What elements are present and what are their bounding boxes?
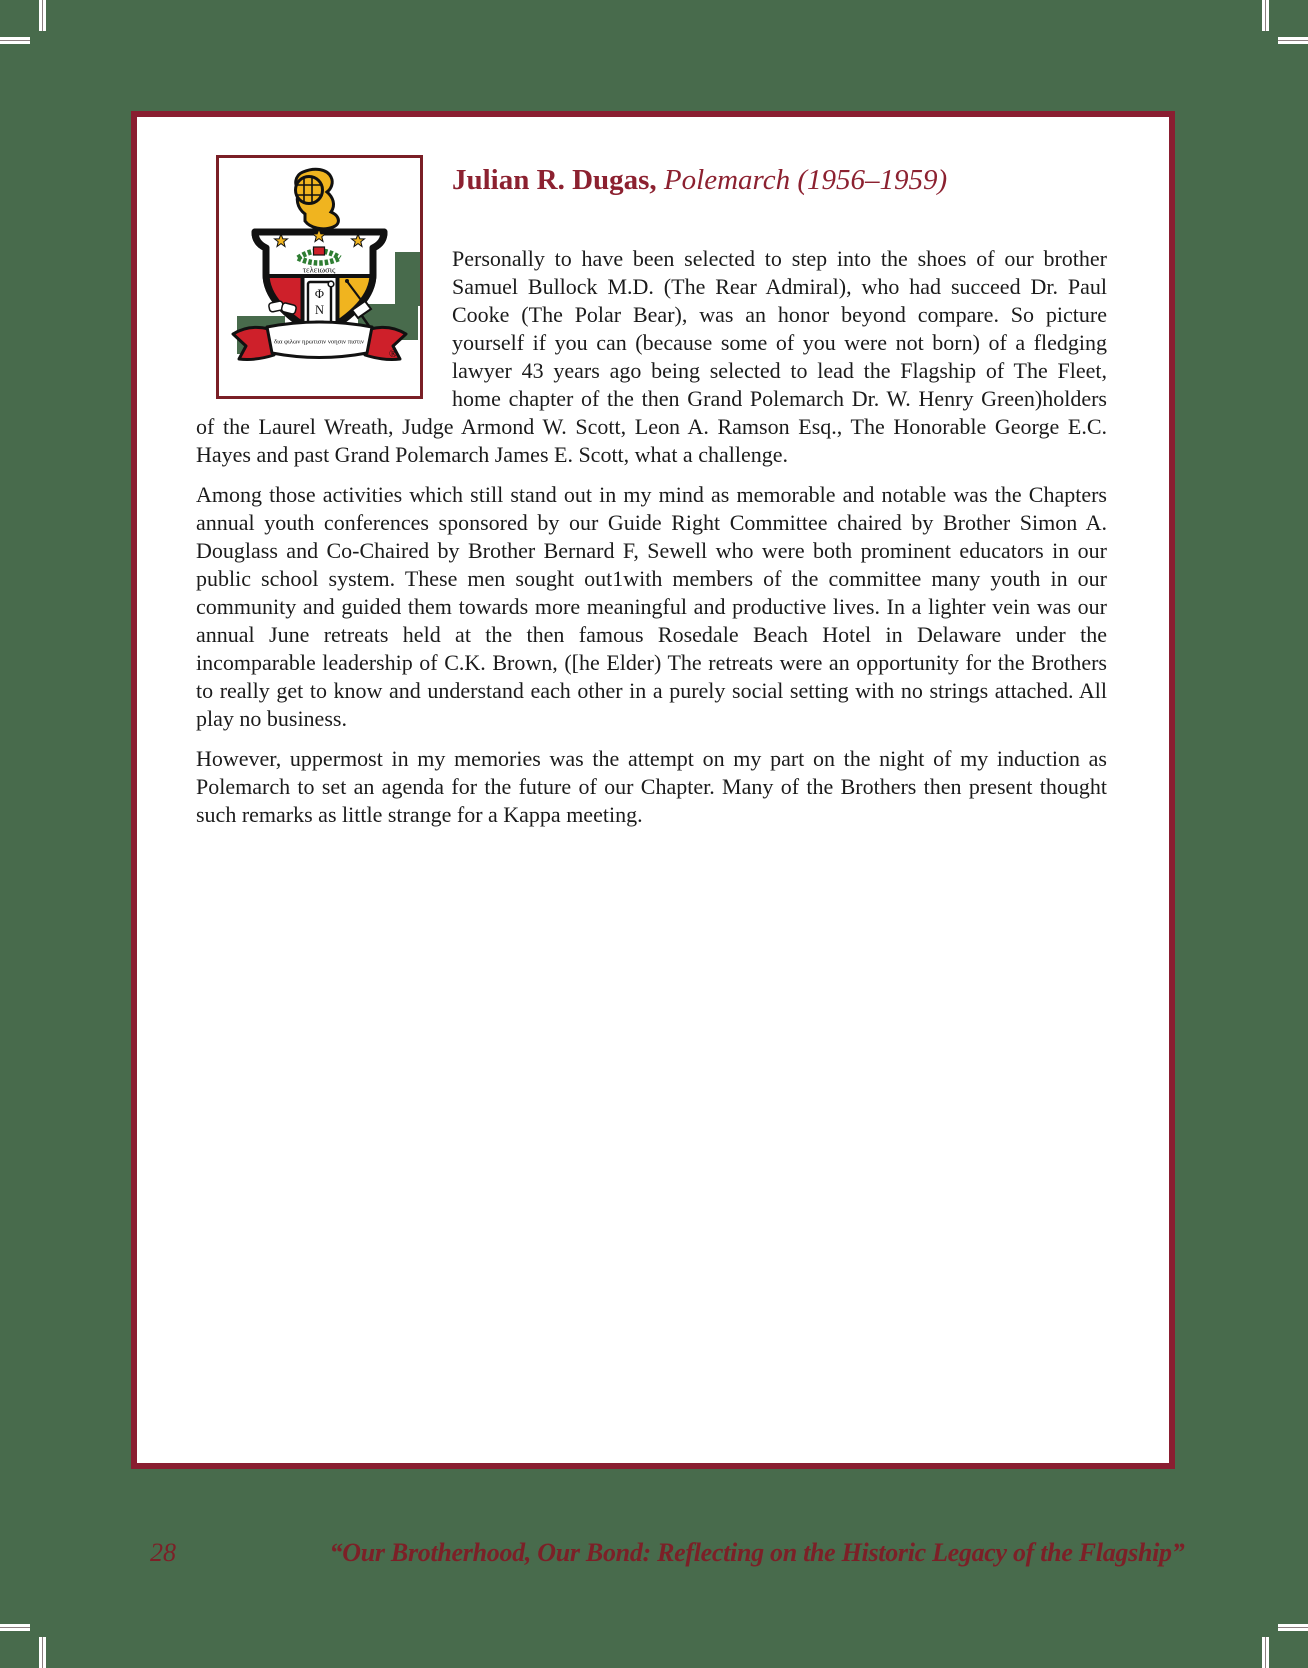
wreath-bow-icon xyxy=(314,247,325,255)
page-footer xyxy=(0,1538,1308,1568)
paragraph-2: Among those activities which still stand out in my mind as memorable and notable was the Chapters annual youth conferences sponsored by our Guide Right Committee chaired by Brother Simon A. Douglass and Co-Chaired by Brother Bernard F, Sewell who were both prominent educators in our public school system. These men sought out1with members of the committee many youth in our community and guided them towards more meaningful and productive lives. In a lighter vein was our annual June retreats held at the then famous Rosedale Beach Hotel in Delaware under the incomparable leadership of C.K. Brown, ([he Elder) The retreats were an opportunity for the Brothers to really get to know and understand each other in a purely social setting with no strings attached. All play no business. xyxy=(196,482,1107,731)
paragraph-3: However, uppermost in my memories was the attempt on my part on the night of my induction as Polemarch to set an agenda for the future of our Chapter. Many of the Brothers then present thought such remarks as little strange for a Kappa meeting. xyxy=(196,746,1107,827)
footer-quote: “Our Brotherhood, Our Bond: Reflecting on the Historic Legacy of the Flagship” xyxy=(329,1538,1185,1567)
crop-mark-bottom-right-horizontal xyxy=(1278,1624,1308,1631)
teleiosis-word: τελειωσις xyxy=(302,264,336,275)
knight-helmet-icon xyxy=(296,169,339,229)
kappa-alpha-psi-crest-icon xyxy=(219,158,420,396)
crop-mark-top-right-horizontal xyxy=(1278,37,1308,44)
page-number: 28 xyxy=(150,1538,176,1567)
paragraph-1: Personally to have been selected to step into the shoes of our brother Samuel Bullock M.D. (The Rear Admiral), who had succeed Dr. Paul Cooke (The Polar Bear), was an honor beyond compare. So picture yourself if you can (because some of you were not born) of a fledging lawyer 43 years ago being selected to lead the Flagship of The Fleet, home chapter of the then Grand Polemarch Dr. W. Henry Green)holders of the Laurel Wreath, Judge Armond W. Scott, Leon A. Ramson Esq., The Honorable George E.C. Hayes and past Grand Polemarch James E. Scott, what a challenge. xyxy=(196,246,1107,467)
scroll-letter-phi: Φ xyxy=(314,287,325,301)
crop-mark-bottom-left-vertical xyxy=(39,1637,46,1668)
scroll-letter-nu: Ν xyxy=(314,303,325,317)
crop-mark-bottom-left-horizontal xyxy=(0,1624,30,1631)
registered-trademark: ® xyxy=(389,349,397,360)
article-box xyxy=(131,111,1175,1469)
crop-mark-top-right-vertical xyxy=(1262,0,1269,31)
crop-mark-top-left-horizontal xyxy=(0,37,30,44)
polemarch-role: Polemarch (1956–1959) xyxy=(663,164,948,196)
crop-mark-bottom-right-vertical xyxy=(1262,1637,1269,1668)
crop-mark-top-left-vertical xyxy=(39,0,46,31)
polemarch-name: Julian R. Dugas, xyxy=(452,164,657,196)
crest-frame xyxy=(216,155,423,399)
motto-text: δια φιλων ηρωτισιν νοησιν πιστιν xyxy=(274,339,365,346)
